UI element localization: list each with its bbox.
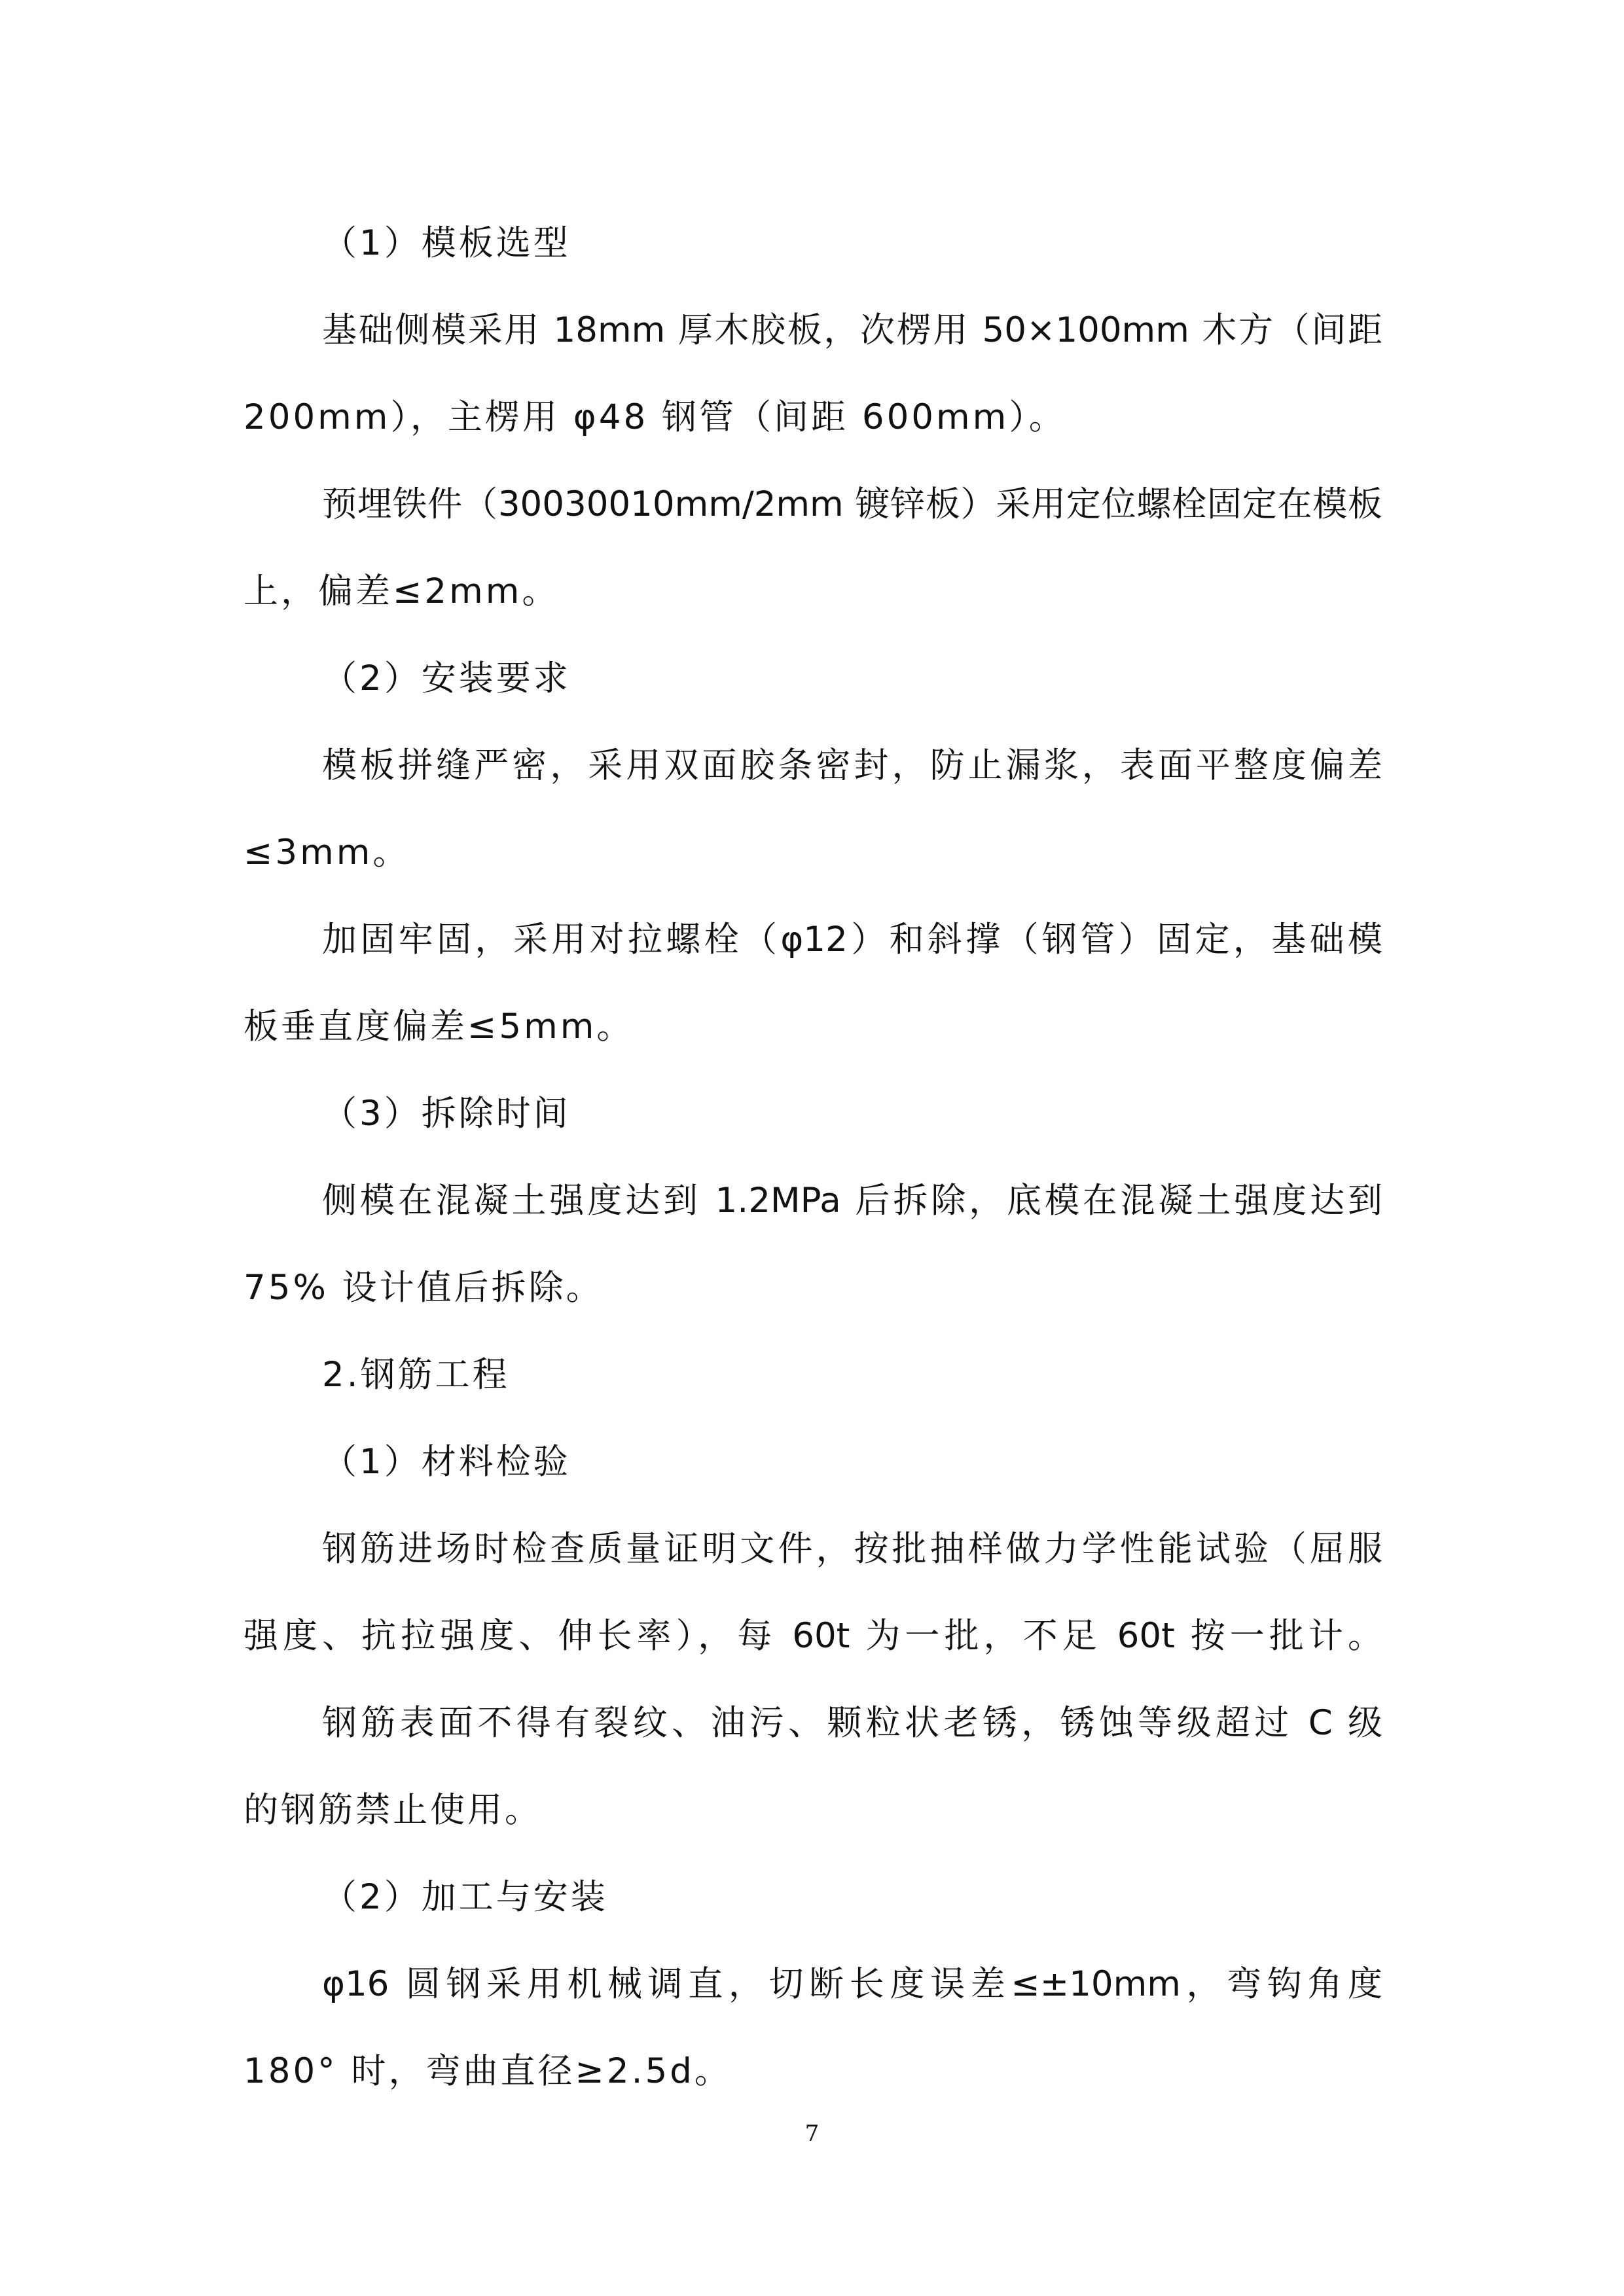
heading-material-inspection: （1）材料检验 <box>322 1442 571 1482</box>
paragraph-line: 加固牢固，采用对拉螺栓（φ12）和斜撑（钢管）固定，基础模 <box>322 920 1382 960</box>
paragraph-line: 模板拼缝严密，采用双面胶条密封，防止漏浆，表面平整度偏差 <box>322 745 1382 785</box>
paragraph-line: 75% 设计值后拆除。 <box>244 1268 604 1308</box>
paragraph-line: 的钢筋禁止使用。 <box>244 1790 542 1830</box>
paragraph-line: 180° 时，弯曲直径≥2.5d。 <box>244 2051 732 2091</box>
paragraph-line: 预埋铁件（30030010mm/2mm 镀锌板）采用定位螺栓固定在模板 <box>322 484 1382 524</box>
paragraph-line: 钢筋表面不得有裂纹、油污、颗粒状老锈，锈蚀等级超过 C 级 <box>322 1703 1382 1743</box>
section-title-rebar-engineering: 2.钢筋工程 <box>322 1355 510 1395</box>
paragraph-line: 钢筋进场时检查质量证明文件，按批抽样做力学性能试验（屈服 <box>322 1529 1382 1569</box>
paragraph-line: ≤3mm。 <box>244 833 410 872</box>
paragraph-line: 200mm），主楞用 φ48 钢管（间距 600mm）。 <box>244 397 1066 437</box>
heading-formwork-selection: （1）模板选型 <box>322 223 571 263</box>
paragraph-line: φ16 圆钢采用机械调直，切断长度误差≤±10mm，弯钩角度 <box>322 1964 1382 2004</box>
heading-removal-time: （3）拆除时间 <box>322 1094 571 1134</box>
page-number: 7 <box>804 2121 820 2147</box>
paragraph-line: 强度、抗拉强度、伸长率），每 60t 为一批，不足 60t 按一批计。 <box>244 1616 1382 1656</box>
heading-installation-requirements: （2）安装要求 <box>322 658 571 698</box>
heading-processing-installation: （2）加工与安装 <box>322 1877 608 1917</box>
paragraph-line: 板垂直度偏差≤5mm。 <box>244 1007 634 1047</box>
paragraph-line: 基础侧模采用 18mm 厚木胶板，次楞用 50×100mm 木方（间距 <box>322 310 1382 350</box>
paragraph-line: 侧模在混凝土强度达到 1.2MPa 后拆除，底模在混凝土强度达到 <box>322 1181 1382 1221</box>
paragraph-line: 上，偏差≤2mm。 <box>244 571 560 611</box>
